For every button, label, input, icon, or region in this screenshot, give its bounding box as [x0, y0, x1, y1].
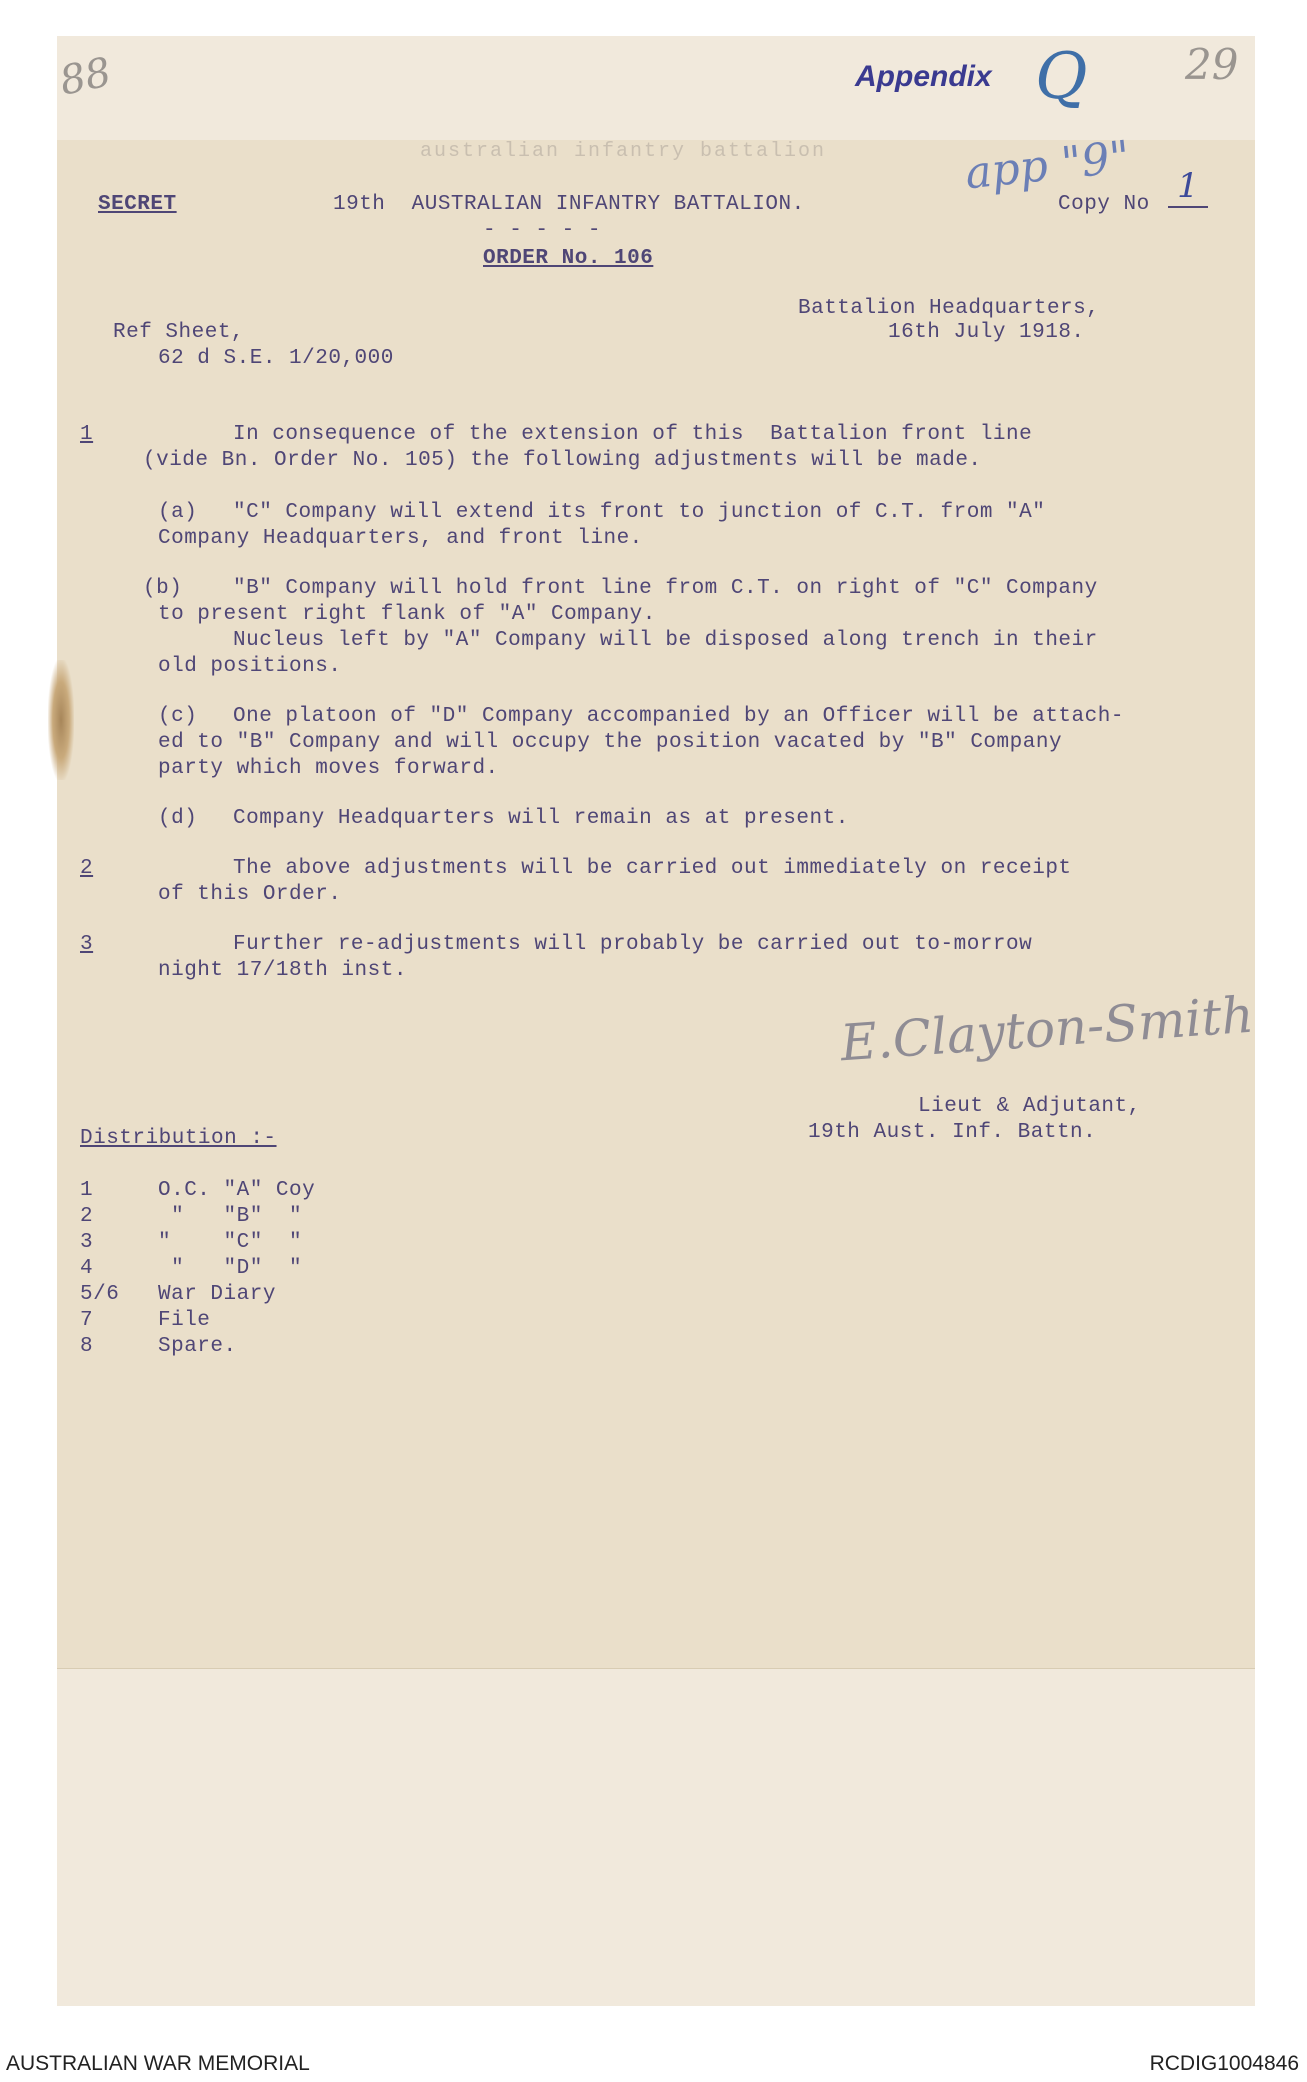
para-c-line-1: One platoon of "D" Company accompanied by an Officer will be attach- — [233, 705, 1124, 728]
footer-record-id: RCDIG1004846 — [1149, 2052, 1299, 2075]
para-c-label: (c) — [158, 705, 198, 728]
pencil-folio-left: 88 — [55, 49, 116, 105]
para-d-label: (d) — [158, 807, 198, 830]
distribution-item-5: War Diary — [158, 1283, 276, 1306]
faint-heading: australian infantry battalion — [420, 140, 827, 163]
para-d-line-1: Company Headquarters will remain as at present. — [233, 807, 849, 830]
footer-archive: AUSTRALIAN WAR MEMORIAL — [6, 2052, 310, 2075]
para-2-line-1: The above adjustments will be carried out immediately on receipt — [233, 857, 1072, 880]
pencil-folio-right: 29 — [1185, 40, 1239, 89]
distribution-item-2: " "B" " — [158, 1205, 303, 1228]
para-b-label: (b) — [143, 577, 183, 600]
para-b-line-4: old positions. — [158, 655, 342, 678]
para-2-line-2: of this Order. — [158, 883, 342, 906]
para-b-line-3: Nucleus left by "A" Company will be disposed along trench in their — [233, 629, 1098, 652]
distribution-no-6: 7 — [80, 1309, 94, 1332]
hq-line: Battalion Headquarters, — [798, 297, 1100, 320]
header-dashes: - - - - - — [483, 219, 601, 242]
distribution-no-4: 4 — [80, 1257, 94, 1280]
para-b-line-2: to present right flank of "A" Company. — [158, 603, 656, 626]
para-a-line-1: "C" Company will extend its front to junction of C.T. from "A" — [233, 501, 1046, 524]
distribution-item-4: " "D" " — [158, 1257, 303, 1280]
para-a-label: (a) — [158, 501, 198, 524]
distribution-no-2: 2 — [80, 1205, 94, 1228]
para-3-number: 3 — [80, 933, 94, 956]
signature-title-2: 19th Aust. Inf. Battn. — [808, 1121, 1097, 1144]
ref-map: 62 d S.E. 1/20,000 — [158, 347, 394, 370]
para-a-line-2: Company Headquarters, and front line. — [158, 527, 643, 550]
unit-heading: 19th AUSTRALIAN INFANTRY BATTALION. — [333, 193, 805, 216]
signature-title-1: Lieut & Adjutant, — [918, 1095, 1141, 1118]
para-3-line-1: Further re-adjustments will probably be carried out to-morrow — [233, 933, 1033, 956]
para-c-line-2: ed to "B" Company and will occupy the position vacated by "B" Company — [158, 731, 1063, 754]
distribution-heading: Distribution :- — [80, 1127, 277, 1150]
classification: SECRET — [98, 193, 177, 216]
distribution-item-6: File — [158, 1309, 211, 1332]
distribution-no-1: 1 — [80, 1179, 94, 1202]
distribution-no-5: 5/6 — [80, 1283, 120, 1306]
distribution-item-1: O.C. "A" Coy — [158, 1179, 316, 1202]
para-1-line-2: (vide Bn. Order No. 105) the following adjustments will be made. — [143, 449, 982, 472]
order-title: ORDER No. 106 — [483, 247, 654, 270]
para-c-line-3: party which moves forward. — [158, 757, 499, 780]
copy-number: 1 — [1168, 166, 1208, 208]
distribution-no-7: 8 — [80, 1335, 94, 1358]
para-1-number: 1 — [80, 423, 94, 446]
distribution-item-3: " "C" " — [158, 1231, 303, 1254]
paper-stain — [48, 660, 74, 780]
appendix-stamp: Appendix — [855, 60, 992, 93]
appendix-letter: Q — [1035, 40, 1088, 114]
para-2-number: 2 — [80, 857, 94, 880]
distribution-no-3: 3 — [80, 1231, 94, 1254]
para-b-line-1: "B" Company will hold front line from C.T. on right of "C" Company — [233, 577, 1098, 600]
signature: E.Clayton-Smith — [838, 985, 1256, 1073]
hq-date: 16th July 1918. — [888, 321, 1085, 344]
para-3-line-2: night 17/18th inst. — [158, 959, 407, 982]
para-1-line-1: In consequence of the extension of this Battalion front line — [233, 423, 1033, 446]
copy-label: Copy No — [1058, 193, 1150, 216]
distribution-item-7: Spare. — [158, 1335, 237, 1358]
app-note: app "9" — [962, 131, 1133, 200]
ref-sheet: Ref Sheet, — [113, 321, 245, 344]
